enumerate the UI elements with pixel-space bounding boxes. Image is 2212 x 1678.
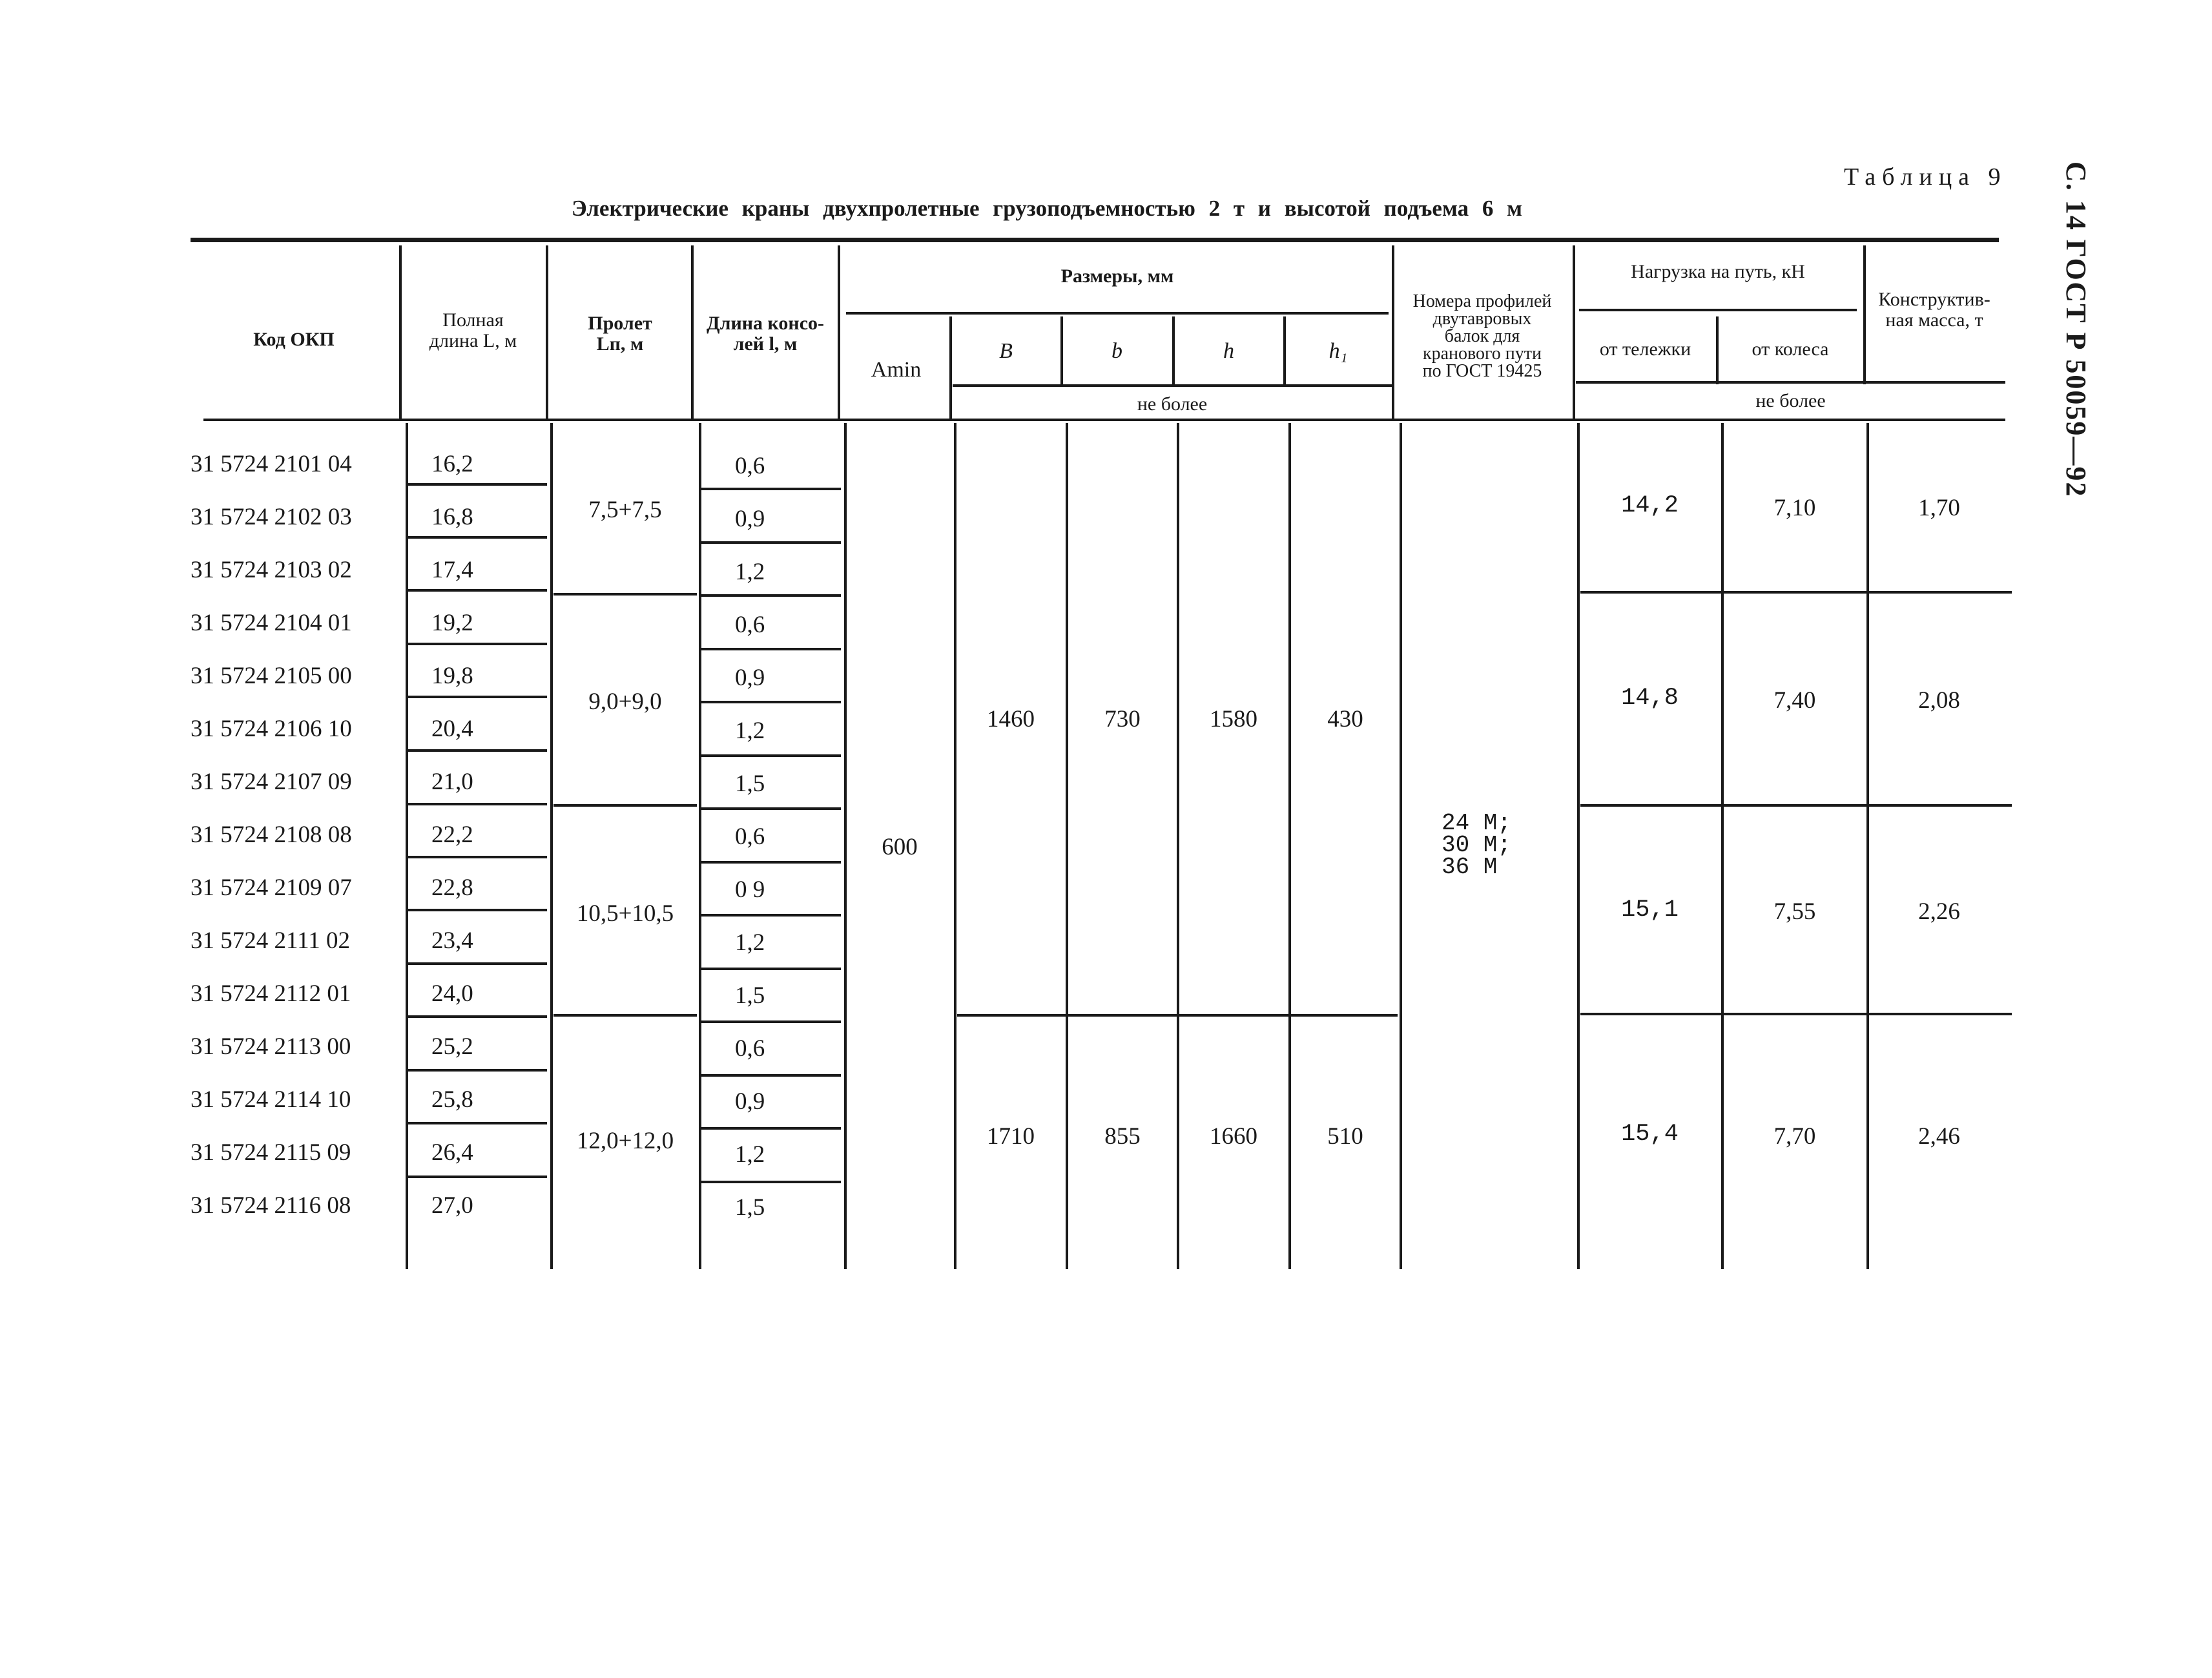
- header-h1: h₁: [1328, 339, 1348, 363]
- load-group-rule: [1580, 591, 2012, 594]
- row-rule: [701, 488, 841, 490]
- dims-group-rule: [957, 1014, 1398, 1017]
- table-cell-h1: 510: [1327, 1123, 1363, 1150]
- header-divider: [691, 245, 694, 420]
- table-cell-length: 25,2: [431, 1033, 473, 1060]
- table-cell-B: 1710: [987, 1123, 1035, 1150]
- body-divider: [1400, 423, 1402, 1269]
- table-cell-trolley-load: 15,1: [1621, 896, 1679, 924]
- header-mass: Конструктив- ная масса, т: [1878, 289, 1990, 331]
- table-cell-length: 26,4: [431, 1139, 473, 1166]
- table-cell-console: 0,9: [735, 506, 765, 532]
- body-divider: [406, 423, 408, 1269]
- table-cell-code: 31 5724 2107 09: [191, 769, 352, 795]
- table-cell-console: 1,2: [735, 929, 765, 956]
- table-label: Таблица 9: [1844, 163, 2007, 191]
- header-rule: [1579, 309, 1857, 311]
- table-cell-mass: 2,46: [1918, 1123, 1960, 1150]
- load-group-rule: [1580, 1013, 2012, 1015]
- body-divider: [1177, 423, 1179, 1269]
- header-dimensions: Размеры, мм: [1060, 265, 1174, 287]
- header-code: Код ОКП: [253, 329, 335, 350]
- span-group-rule: [553, 804, 697, 807]
- body-divider: [699, 423, 701, 1269]
- row-rule: [701, 648, 841, 650]
- table-cell-trolley-load: 15,4: [1621, 1121, 1679, 1148]
- table-cell-console: 1,5: [735, 982, 765, 1009]
- row-rule: [408, 749, 547, 752]
- header-divider: [949, 316, 952, 420]
- span-group-rule: [553, 1014, 697, 1017]
- header-divider: [1573, 245, 1575, 420]
- table-cell-h1: 430: [1327, 706, 1363, 732]
- table-cell-span: 12,0+12,0: [576, 1128, 674, 1154]
- table-cell-length: 22,2: [431, 822, 473, 848]
- table-cell-span: 10,5+10,5: [576, 900, 674, 927]
- body-divider: [844, 423, 847, 1269]
- header-bottom-rule: [203, 419, 2005, 421]
- table-cell-length: 22,8: [431, 875, 473, 901]
- load-group-rule: [1580, 804, 2012, 807]
- table-cell-amin: 600: [882, 834, 918, 860]
- table-cell-wheel-load: 7,70: [1773, 1123, 1816, 1150]
- table-cell-length: 16,2: [431, 451, 473, 477]
- table-cell-code: 31 5724 2105 00: [191, 663, 352, 689]
- header-load: Нагрузка на путь, кН: [1631, 261, 1805, 282]
- table-cell-wheel-load: 7,40: [1773, 687, 1816, 714]
- header-divider: [1863, 245, 1866, 384]
- table-cell-code: 31 5724 2109 07: [191, 875, 352, 901]
- header-divider: [1392, 245, 1394, 420]
- table-cell-console: 0,6: [735, 823, 765, 850]
- row-rule: [701, 807, 841, 810]
- body-divider: [1066, 423, 1068, 1269]
- header-from-trolley: от тележки: [1599, 338, 1691, 360]
- table-cell-code: 31 5724 2106 10: [191, 716, 352, 742]
- body-divider: [954, 423, 956, 1269]
- row-rule: [701, 968, 841, 970]
- table-cell-code: 31 5724 2102 03: [191, 504, 352, 530]
- table-cell-code: 31 5724 2108 08: [191, 822, 352, 848]
- table-cell-length: 23,4: [431, 927, 473, 954]
- table-cell-code: 31 5724 2112 01: [191, 980, 351, 1007]
- row-rule: [701, 1127, 841, 1130]
- table-cell-console: 1,2: [735, 559, 765, 585]
- row-rule: [701, 541, 841, 544]
- span-group-rule: [553, 593, 697, 596]
- table-cell-wheel-load: 7,55: [1773, 898, 1816, 925]
- row-rule: [701, 861, 841, 864]
- table-cell-span: 9,0+9,0: [588, 689, 662, 715]
- table-cell-console: 0,6: [735, 612, 765, 638]
- table-cell-h: 1580: [1210, 706, 1257, 732]
- table-cell-code: 31 5724 2103 02: [191, 557, 352, 583]
- header-rule: [1576, 381, 2005, 384]
- table-cell-console: 0,6: [735, 453, 765, 479]
- header-full-length: Полная длина L, м: [429, 309, 517, 351]
- body-divider: [1577, 423, 1580, 1269]
- table-cell-mass: 2,08: [1918, 687, 1960, 714]
- row-rule: [408, 1069, 547, 1072]
- table-cell-console: 1,2: [735, 1141, 765, 1168]
- table-cell-length: 17,4: [431, 557, 473, 583]
- table-cell-console: 0,9: [735, 665, 765, 691]
- table-cell-length: 20,4: [431, 716, 473, 742]
- table-cell-length: 21,0: [431, 769, 473, 795]
- body-divider: [1721, 423, 1724, 1269]
- table-cell-console: 1,2: [735, 718, 765, 744]
- table-cell-length: 24,0: [431, 980, 473, 1007]
- table-cell-console: 0,6: [735, 1035, 765, 1062]
- row-rule: [701, 1020, 841, 1023]
- row-rule: [408, 643, 547, 645]
- row-rule: [701, 701, 841, 703]
- header-profiles: Номера профилей двутавровых балок для кранового пути по ГОСТ 19425: [1412, 291, 1552, 381]
- header-dims-not-more: не более: [1137, 393, 1208, 415]
- header-divider: [399, 245, 402, 420]
- header-load-not-more: не более: [1755, 390, 1826, 411]
- table-cell-console: 1,5: [735, 1194, 765, 1221]
- table-cell-trolley-load: 14,2: [1621, 492, 1679, 519]
- table-cell-profiles: 24 М; 30 М; 36 М: [1442, 810, 1512, 880]
- row-rule: [408, 1015, 547, 1018]
- row-rule: [701, 1181, 841, 1183]
- table-top-rule: [191, 238, 1999, 242]
- header-span: Пролет Lп, м: [588, 313, 652, 355]
- table-cell-console: 1,5: [735, 771, 765, 797]
- header-divider: [1060, 316, 1063, 384]
- row-rule: [408, 1122, 547, 1124]
- table-cell-length: 19,8: [431, 663, 473, 689]
- row-rule: [701, 1074, 841, 1077]
- row-rule: [408, 589, 547, 592]
- table-cell-code: 31 5724 2104 01: [191, 610, 352, 636]
- table-cell-code: 31 5724 2114 10: [191, 1086, 351, 1113]
- header-console-length: Длина консо- лей l, м: [706, 313, 825, 355]
- table-cell-code: 31 5724 2111 02: [191, 927, 351, 954]
- row-rule: [408, 483, 547, 486]
- body-divider: [1288, 423, 1291, 1269]
- row-rule: [408, 856, 547, 858]
- table-cell-code: 31 5724 2116 08: [191, 1192, 351, 1219]
- table-cell-mass: 2,26: [1918, 898, 1960, 925]
- row-rule: [408, 536, 547, 539]
- table-cell-length: 19,2: [431, 610, 473, 636]
- header-amin: Amin: [871, 358, 922, 382]
- table-cell-length: 16,8: [431, 504, 473, 530]
- header-rule: [846, 312, 1389, 315]
- row-rule: [701, 754, 841, 757]
- table-cell-mass: 1,70: [1918, 495, 1960, 521]
- row-rule: [408, 909, 547, 911]
- header-rule: [953, 384, 1392, 387]
- table-cell-length: 25,8: [431, 1086, 473, 1113]
- header-B: B: [999, 339, 1013, 363]
- header-from-wheel: от колеса: [1752, 338, 1829, 360]
- header-divider: [1283, 316, 1286, 384]
- table-title: Электрические краны двухпролетные грузоподъемностью 2 т и высотой подъема 6 м: [572, 196, 1522, 221]
- row-rule: [701, 914, 841, 917]
- row-rule: [408, 803, 547, 805]
- row-rule: [701, 594, 841, 597]
- header-divider: [1716, 316, 1719, 384]
- header-divider: [546, 245, 548, 420]
- row-rule: [408, 962, 547, 965]
- table-cell-b: 855: [1104, 1123, 1141, 1150]
- table-cell-code: 31 5724 2101 04: [191, 451, 352, 477]
- header-h: h: [1223, 339, 1234, 363]
- body-divider: [1866, 423, 1869, 1269]
- body-divider: [550, 423, 553, 1269]
- row-rule: [408, 1176, 547, 1178]
- table-cell-span: 7,5+7,5: [588, 497, 662, 523]
- header-b: b: [1111, 339, 1122, 363]
- table-cell-console: 0 9: [735, 876, 765, 903]
- table-cell-B: 1460: [987, 706, 1035, 732]
- table-cell-length: 27,0: [431, 1192, 473, 1219]
- document-side-header: С. 14 ГОСТ Р 50059—92: [2060, 161, 2092, 498]
- header-divider: [838, 245, 840, 420]
- table-cell-wheel-load: 7,10: [1773, 495, 1816, 521]
- table-cell-b: 730: [1104, 706, 1141, 732]
- header-divider: [1172, 316, 1175, 384]
- table-cell-code: 31 5724 2113 00: [191, 1033, 351, 1060]
- table-cell-h: 1660: [1210, 1123, 1257, 1150]
- table-cell-code: 31 5724 2115 09: [191, 1139, 351, 1166]
- table-cell-console: 0,9: [735, 1088, 765, 1115]
- row-rule: [408, 696, 547, 698]
- table-cell-trolley-load: 14,8: [1621, 685, 1679, 712]
